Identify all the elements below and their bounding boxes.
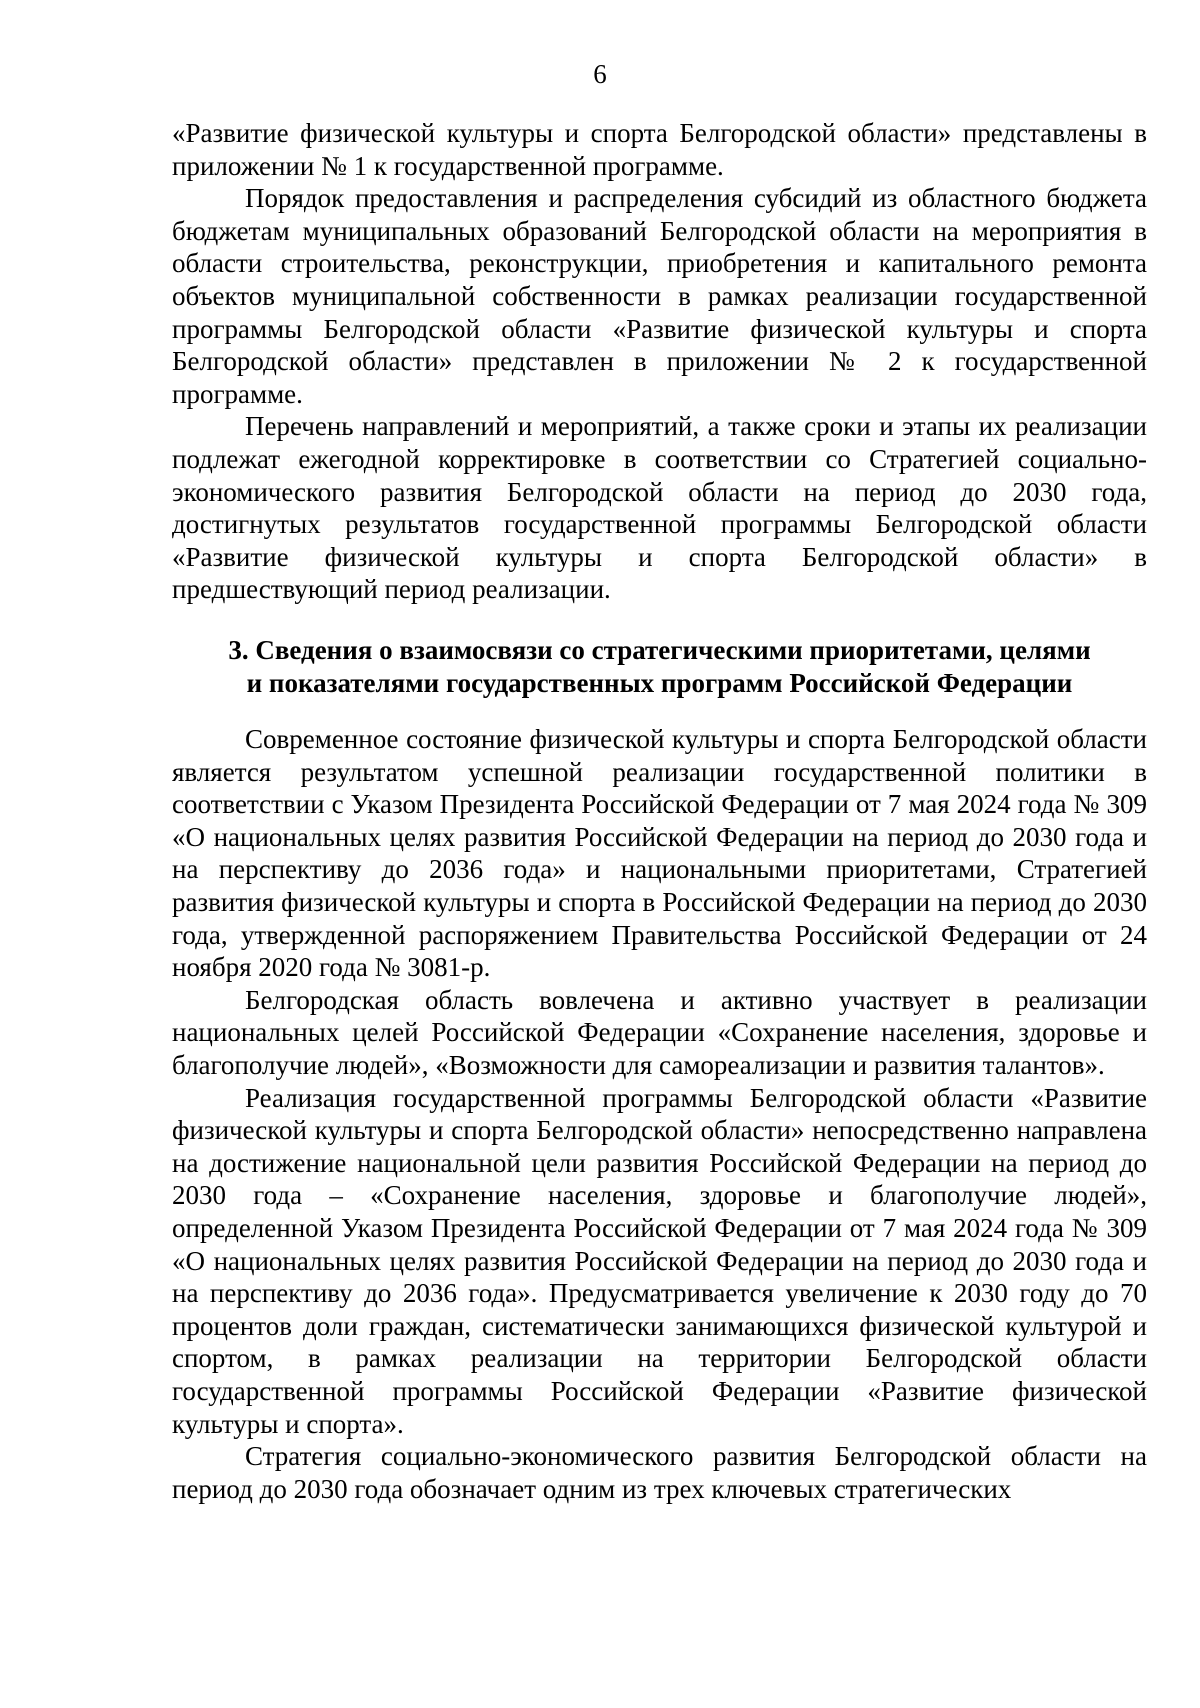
paragraph-subsidy-procedure: Порядок предоставления и распределения субсидий из областного бюджета бюджетам муниципальных образований Белгородской области на мероприятия в области строительства, реконструкции, приобретения и капитального ремонта объектов муниципальной собственности в рамках реализации государственной программы Белгородской области «Развитие физической культуры и спорта Белгородской области» представлен в приложении № 2 к государственной программе.: [172, 183, 1147, 409]
paragraph-continuation: «Развитие физической культуры и спорта Белгородской области» представлены в приложении № 1 к государственной программе.: [172, 118, 1147, 181]
paragraph-measures-list: Перечень направлений и мероприятий, а также сроки и этапы их реализации подлежат ежегодной корректировке в соответствии со Стратегией социально-экономического развития Белгородской области на период до 2030 года, достигнутых результатов государственной программы Белгородской области «Развитие физической культуры и спорта Белгородской области» в предшествующий период реализации.: [172, 411, 1147, 605]
page-number: 6: [593, 59, 607, 89]
section-heading-line-2: и показателями государственных программ Российской Федерации: [246, 667, 1073, 698]
paragraph-strategy: Стратегия социально-экономического развития Белгородской области на период до 2030 года обозначает одним из трех ключевых стратегических: [172, 1441, 1147, 1504]
paragraph-current-state: Современное состояние физической культуры и спорта Белгородской области является результатом успешной реализации государственной политики в соответствии с Указом Президента Российской Федерации от 7 мая 2024 года № 309 «О национальных целях развития Российской Федерации на период до 2030 года и на перспективу до 2036 года» и национальными приоритетами, Стратегией развития физической культуры и спорта в Российской Федерации на период до 2030 года, утвержденной распоряжением Правительства Российской Федерации от 24 ноября 2020 года № 3081-р.: [172, 724, 1147, 983]
paragraph-program-implementation: Реализация государственной программы Белгородской области «Развитие физической культуры и спорта Белгородской области» непосредственно направлена на достижение национальной цели развития Российской Федерации на период до 2030 года – «Сохранение населения, здоровье и благополучие людей», определенной Указом Президента Российской Федерации от 7 мая 2024 года № 309 «О национальных целях развития Российской Федерации на период до 2030 года и на перспективу до 2036 года». Предусматривается увеличение к 2030 году до 70 процентов доли граждан, систематически занимающихся физической культурой и спортом, в рамках реализации на территории Белгородской области государственной программы Российской Федерации «Развитие физической культуры и спорта».: [172, 1082, 1147, 1439]
paragraph-national-goals: Белгородская область вовлечена и активно участвует в реализации национальных целей Российской Федерации «Сохранение населения, здоровье и благополучие людей», «Возможности для самореализации и развития талантов».: [172, 984, 1147, 1081]
section-heading-line-1: 3. Сведения о взаимосвязи со стратегическими приоритетами, целями: [228, 634, 1091, 665]
document-body: [172, 117, 1147, 1505]
section-heading: [172, 634, 1147, 699]
